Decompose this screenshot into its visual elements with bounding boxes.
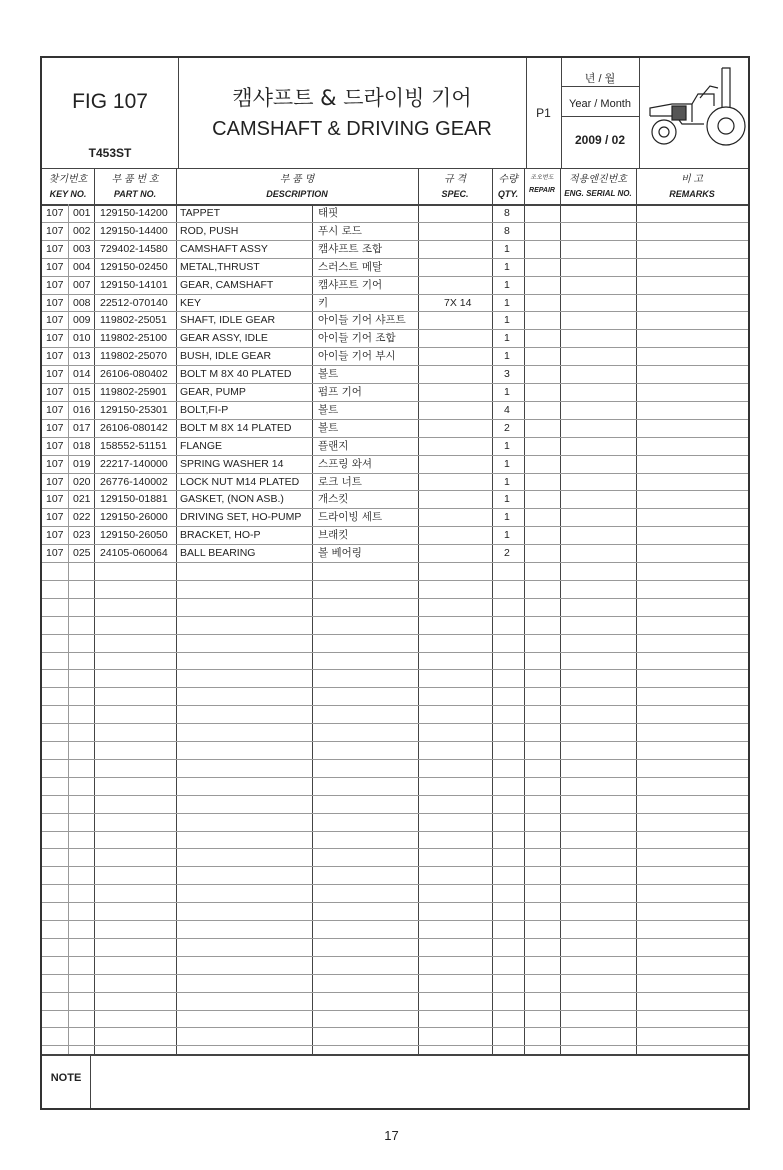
row-qty: 1 (504, 296, 510, 309)
table-ruled-line (42, 634, 748, 635)
row-part-no: 22217-140000 (100, 457, 168, 470)
row-description-en: SPRING WASHER 14 (180, 457, 284, 470)
row-key-no: 003 (73, 242, 91, 255)
row-description-en: BRACKET, HO-P (180, 529, 261, 542)
table-ruled-line (42, 562, 748, 563)
title-block (178, 58, 526, 168)
row-qty: 1 (504, 511, 510, 524)
row-fig-no: 107 (46, 529, 64, 542)
row-description-en: BOLT,FI-P (180, 403, 229, 416)
row-part-no: 729402-14580 (100, 242, 168, 255)
table-row (42, 243, 748, 257)
figure-number: FIG 107 (72, 90, 148, 113)
table-row (42, 368, 748, 382)
table-row (42, 297, 748, 311)
note-label-box (42, 1054, 90, 1108)
table-row (42, 458, 748, 472)
row-key-no: 013 (73, 350, 91, 363)
table-row (42, 547, 748, 561)
model-number: T453ST (88, 146, 132, 160)
col-part-header: 부 품 번 호 PART NO. (111, 174, 159, 199)
row-part-no: 119802-25901 (100, 386, 167, 398)
table-ruled-line (42, 723, 748, 724)
row-description-en: BOLT M 8X 40 PLATED (180, 368, 292, 381)
row-part-no: 119802-25070 (100, 350, 167, 363)
row-description-en: GEAR, CAMSHAFT (180, 278, 274, 291)
col-description-header: 부 품 명 DESCRIPTION (266, 174, 328, 199)
row-part-no: 129150-26000 (100, 511, 168, 524)
table-row (42, 386, 748, 400)
table-ruled-line (42, 598, 748, 599)
row-part-no: 158552-51151 (100, 439, 167, 452)
table-row (42, 422, 748, 436)
table-ruled-line (42, 669, 748, 670)
table-ruled-line (42, 419, 748, 420)
table-row (42, 476, 748, 490)
row-fig-no: 107 (46, 224, 64, 237)
row-key-no: 016 (73, 403, 91, 416)
parts-list-sheet (40, 56, 750, 1110)
table-ruled-line (42, 347, 748, 348)
row-fig-no: 107 (46, 457, 64, 470)
tractor-icon (642, 64, 746, 164)
row-description-ko: 아이들 기어 샤프트 (318, 314, 406, 327)
row-fig-no: 107 (46, 207, 64, 219)
row-qty: 1 (504, 457, 510, 470)
table-ruled-line (42, 831, 748, 832)
table-ruled-line (42, 741, 748, 742)
row-fig-no: 107 (46, 475, 64, 488)
table-ruled-line (42, 365, 748, 366)
row-description-ko: 볼트 (318, 368, 339, 381)
table-row (42, 350, 748, 364)
title-english: CAMSHAFT & DRIVING GEAR (212, 118, 492, 140)
col-key-header: 찾기번호 KEY NO. (48, 174, 88, 199)
table-ruled-line (42, 258, 748, 259)
table-row (42, 314, 748, 328)
row-key-no: 009 (73, 314, 91, 327)
note-label: NOTE (50, 1072, 82, 1084)
row-part-no: 22512-070140 (100, 296, 168, 309)
row-part-no: 129150-14400 (100, 224, 168, 237)
table-ruled-line (42, 813, 748, 814)
row-description-ko: 볼트 (318, 421, 339, 434)
row-description-ko: 브래킷 (318, 529, 349, 542)
table-ruled-line (42, 920, 748, 921)
row-qty: 1 (504, 278, 510, 291)
table-ruled-line (42, 455, 748, 456)
row-fig-no: 107 (46, 314, 64, 327)
row-qty: 1 (504, 260, 510, 273)
row-description-en: DRIVING SET, HO-PUMP (180, 511, 302, 524)
table-ruled-line (42, 437, 748, 438)
table-row (42, 511, 748, 525)
row-description-en: BALL BEARING (180, 547, 256, 560)
title-korean: 캠샤프트 & 드라이빙 기어 (232, 86, 472, 110)
table-ruled-line (42, 777, 748, 778)
row-key-no: 002 (73, 224, 91, 237)
row-part-no: 26776-140002 (100, 475, 168, 488)
table-row (42, 261, 748, 275)
table-ruled-line (42, 1045, 748, 1046)
row-part-no: 26106-080402 (100, 368, 168, 381)
row-key-no: 014 (73, 368, 91, 381)
year-month-korean: 년 / 월 (584, 73, 616, 85)
row-qty: 1 (504, 493, 510, 506)
page-block (526, 58, 561, 168)
row-fig-no: 107 (46, 332, 64, 345)
table-ruled-line (42, 1027, 748, 1028)
row-description-en: LOCK NUT M14 PLATED (180, 475, 300, 488)
row-part-no: 24105-060064 (100, 547, 168, 560)
row-part-no: 129150-02450 (100, 260, 168, 273)
row-description-ko: 캠샤프트 기어 (318, 278, 383, 291)
row-part-no: 129150-25301 (100, 403, 168, 416)
row-key-no: 021 (73, 493, 91, 506)
table-ruled-line (42, 974, 748, 975)
row-description-ko: 캠샤프트 조합 (318, 242, 383, 255)
table-ruled-line (42, 401, 748, 402)
col-repair-header: 조오번도 REPAIR (529, 175, 555, 194)
table-row (42, 332, 748, 346)
row-qty: 3 (504, 368, 510, 381)
table-ruled-line (42, 508, 748, 509)
row-fig-no: 107 (46, 403, 64, 416)
row-description-ko: 스러스트 메탈 (318, 260, 383, 273)
row-description-ko: 볼 베어링 (318, 547, 362, 560)
row-key-no: 007 (73, 278, 91, 291)
table-ruled-line (42, 294, 748, 295)
row-description-en: GEAR ASSY, IDLE (180, 332, 268, 345)
table-ruled-line (42, 902, 748, 903)
row-description-en: FLANGE (180, 439, 223, 452)
row-description-ko: 펌프 기어 (318, 386, 362, 398)
row-key-no: 020 (73, 475, 91, 488)
row-qty: 1 (504, 332, 510, 345)
row-description-ko: 푸시 로드 (318, 224, 362, 237)
table-ruled-line (42, 992, 748, 993)
col-remarks-header: 비 고 REMARKS (669, 174, 715, 199)
row-fig-no: 107 (46, 511, 64, 524)
row-fig-no: 107 (46, 350, 64, 363)
row-qty: 1 (504, 475, 510, 488)
row-fig-no: 107 (46, 296, 64, 309)
row-description-ko: 플랜지 (318, 439, 349, 452)
row-description-en: TAPPET (180, 207, 221, 219)
table-row (42, 225, 748, 239)
row-description-ko: 아이들 기어 부시 (318, 350, 396, 363)
row-description-en: SHAFT, IDLE GEAR (180, 314, 276, 327)
col-qty-header: 수량 QTY. (497, 174, 519, 199)
year-month-english: Year / Month (569, 98, 631, 110)
figure-id-block (42, 58, 178, 168)
table-ruled-line (42, 490, 748, 491)
row-fig-no: 107 (46, 368, 64, 381)
table-ruled-line (42, 866, 748, 867)
row-qty: 2 (504, 421, 510, 434)
col-spec-header: 규 격 SPEC. (441, 174, 469, 199)
date-block (561, 58, 639, 168)
row-qty: 1 (504, 439, 510, 452)
row-part-no: 129150-14200 (100, 207, 168, 219)
table-ruled-line (42, 795, 748, 796)
issue-date: 2009 / 02 (574, 133, 626, 147)
row-description-ko: 로크 너트 (318, 475, 362, 488)
row-description-ko: 태핏 (318, 207, 339, 219)
table-row (42, 529, 748, 543)
page-number: 17 (384, 1128, 399, 1143)
table-ruled-line (42, 705, 748, 706)
table-ruled-line (42, 652, 748, 653)
row-fig-no: 107 (46, 260, 64, 273)
row-fig-no: 107 (46, 278, 64, 291)
row-part-no: 129150-01881 (100, 493, 168, 506)
row-description-ko: 개스킷 (318, 493, 349, 506)
table-ruled-line (42, 311, 748, 312)
row-qty: 1 (504, 386, 510, 398)
row-description-ko: 스프링 와셔 (318, 457, 373, 470)
table-ruled-line (42, 473, 748, 474)
col-serial-header: 적용엔진번호 ENG. SERIAL NO. (564, 174, 632, 198)
row-key-no: 019 (73, 457, 91, 470)
row-description-en: ROD, PUSH (180, 224, 239, 237)
row-part-no: 26106-080142 (100, 421, 168, 434)
row-key-no: 023 (73, 529, 91, 542)
row-qty: 2 (504, 547, 510, 560)
row-qty: 1 (504, 242, 510, 255)
row-fig-no: 107 (46, 547, 64, 560)
row-spec: 7X 14 (444, 296, 472, 309)
table-ruled-line (42, 526, 748, 527)
table-ruled-line (42, 240, 748, 241)
table-row (42, 207, 748, 221)
row-description-ko: 드라이빙 세트 (318, 511, 383, 524)
row-description-en: BOLT M 8X 14 PLATED (180, 421, 292, 434)
row-qty: 1 (504, 314, 510, 327)
row-description-ko: 아이들 기어 조합 (318, 332, 396, 345)
row-part-no: 129150-14101 (100, 278, 168, 291)
row-qty: 1 (504, 529, 510, 542)
row-key-no: 017 (73, 421, 91, 434)
row-key-no: 008 (73, 296, 91, 309)
row-key-no: 018 (73, 439, 91, 452)
row-key-no: 025 (73, 547, 91, 560)
row-description-en: KEY (180, 296, 202, 309)
table-ruled-line (42, 848, 748, 849)
table-ruled-line (42, 1010, 748, 1011)
table-ruled-line (42, 616, 748, 617)
row-qty: 8 (504, 224, 510, 237)
row-fig-no: 107 (46, 386, 64, 398)
table-row (42, 493, 748, 507)
row-fig-no: 107 (46, 493, 64, 506)
table-row (42, 279, 748, 293)
table-ruled-line (42, 383, 748, 384)
row-key-no: 004 (73, 260, 91, 273)
row-fig-no: 107 (46, 439, 64, 452)
table-ruled-line (42, 759, 748, 760)
table-ruled-line (42, 956, 748, 957)
table-ruled-line (42, 687, 748, 688)
row-key-no: 015 (73, 386, 91, 398)
table-ruled-line (42, 938, 748, 939)
row-key-no: 010 (73, 332, 91, 345)
table-ruled-line (42, 884, 748, 885)
row-description-ko: 키 (318, 296, 329, 309)
table-row (42, 440, 748, 454)
table-row (42, 404, 748, 418)
row-description-en: GASKET, (NON ASB.) (180, 493, 284, 506)
table-ruled-line (42, 276, 748, 277)
table-ruled-line (42, 544, 748, 545)
row-qty: 8 (504, 207, 510, 219)
row-fig-no: 107 (46, 421, 64, 434)
note-area (91, 1055, 748, 1108)
row-qty: 1 (504, 350, 510, 363)
row-key-no: 022 (73, 511, 91, 524)
table-ruled-line (42, 222, 748, 223)
row-description-en: METAL,THRUST (180, 260, 260, 273)
row-part-no: 119802-25051 (100, 314, 167, 327)
row-description-en: CAMSHAFT ASSY (180, 242, 268, 255)
table-ruled-line (42, 329, 748, 330)
row-fig-no: 107 (46, 242, 64, 255)
row-part-no: 129150-26050 (100, 529, 168, 542)
row-description-en: BUSH, IDLE GEAR (180, 350, 272, 363)
table-ruled-line (42, 580, 748, 581)
row-qty: 4 (504, 403, 510, 416)
row-part-no: 119802-25100 (100, 332, 167, 345)
row-description-ko: 볼트 (318, 403, 339, 416)
row-description-en: GEAR, PUMP (180, 386, 246, 398)
page-code: P1 (536, 106, 551, 120)
row-key-no: 001 (73, 207, 91, 219)
